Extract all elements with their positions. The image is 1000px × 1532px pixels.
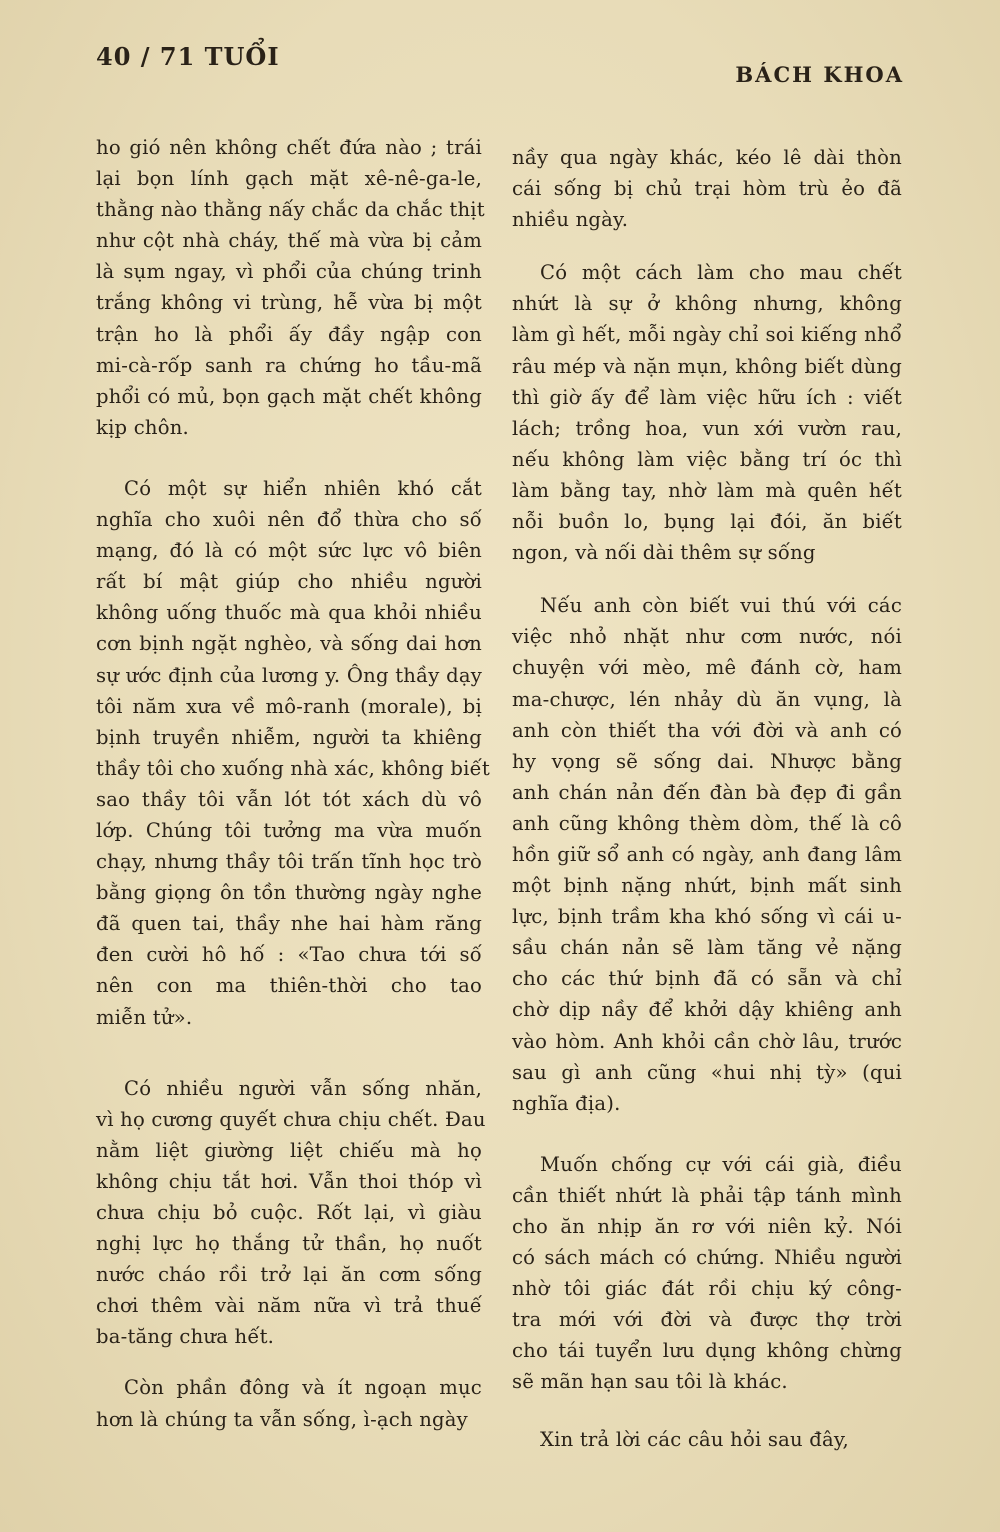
text-line: phổi có mủ, bọn gạch mặt chết không (96, 384, 482, 408)
paragraph (96, 1073, 486, 1353)
text-line: bịnh truyền nhiễm, người ta khiêng (96, 725, 482, 749)
text-line: hơn là chúng ta vẫn sống, ì-ạch ngày (96, 1407, 468, 1431)
text-line: sầu chán nản sẽ làm tăng vẻ nặng (512, 936, 902, 960)
text-line: chờ dịp nầy để khởi dậy khiêng anh (512, 998, 902, 1022)
text-line: một bịnh nặng nhứt, bịnh mất sinh (512, 874, 902, 898)
text-line: vào hòm. Anh khỏi cần chờ lâu, trước (512, 1029, 902, 1053)
text-line: cho các thứ bịnh đã có sẵn và chỉ (512, 967, 902, 991)
text-line: lách; trồng hoa, vun xới vườn rau, (512, 416, 902, 440)
text-line: nghĩa địa). (512, 1091, 621, 1115)
text-line: hồn giữ sổ anh có ngày, anh đang lâm (512, 842, 902, 866)
text-line: nầy qua ngày khác, kéo lê dài thòn (512, 146, 902, 169)
text-line: chuyện với mèo, mê đánh cờ, ham (512, 656, 902, 680)
text-line: nỗi buồn lo, bụng lại đói, ăn biết (512, 510, 902, 534)
text-line: đen cười hô hố : «Tao chưa tới số (96, 943, 482, 967)
paragraph (512, 1424, 902, 1455)
text-line: sau gì anh cũng «hui nhị tỳ» (qui (512, 1060, 902, 1084)
text-line: cho tái tuyển lưu dụng không chừng (512, 1339, 902, 1363)
text-line: chạy, nhưng thầy tôi trấn tĩnh học trò (96, 850, 482, 874)
text-line: lớp. Chúng tôi tưởng ma vừa muốn (96, 818, 482, 842)
paragraph (512, 142, 902, 235)
text-line: chưa chịu bỏ cuộc. Rốt lại, vì giàu (96, 1201, 482, 1224)
text-line: chơi thêm vài năm nữa vì trả thuế (96, 1294, 482, 1318)
text-line: có sách mách có chứng. Nhiều người (512, 1246, 902, 1270)
text-line: sự ước định của lương y. Ông thầy dạy (96, 663, 482, 687)
text-line: nghị lực họ thắng tử thần, họ nuốt (96, 1232, 482, 1256)
text-line: lại bọn lính gạch mặt xê-nê-ga-le, (96, 167, 482, 191)
text-line: tôi năm xưa về mô-ranh (morale), bị (96, 694, 482, 718)
text-line: cơn bịnh ngặt nghèo, và sống dai hơn (96, 632, 482, 656)
text-line: ho gió nên không chết đứa nào ; trái (96, 136, 482, 159)
text-line: cần thiết nhứt là phải tập tánh mình (512, 1183, 902, 1207)
text-line: thằng nào thằng nấy chắc da chắc thịt (96, 198, 485, 222)
text-line: sao thầy tôi vẫn lót tót xách dù vô (96, 787, 482, 811)
text-line: Nếu anh còn biết vui thú với các (540, 594, 902, 618)
page-number-section: 40 / 71 TUỔI (96, 42, 280, 71)
text-line: vì họ cương quyết chưa chịu chết. Đau (96, 1107, 486, 1131)
text-line: cái sống bị chủ trại hòm trù ẻo đã (512, 177, 902, 201)
text-line: ba-tăng chưa hết. (96, 1325, 275, 1349)
text-line: trận ho là phổi ấy đầy ngập con (96, 322, 482, 346)
text-line: nên con ma thiên-thời cho tao (96, 974, 482, 998)
text-line: làm bằng tay, nhờ làm mà quên hết (512, 478, 902, 502)
text-line: bằng giọng ôn tồn thường ngày nghe (96, 881, 482, 905)
text-line: không chịu tắt hơi. Vẫn thoi thóp vì (96, 1169, 482, 1193)
text-line: thầy tôi cho xuống nhà xác, không biết (96, 756, 490, 780)
paragraph (96, 1372, 482, 1434)
text-line: đã quen tai, thầy nhe hai hàm răng (96, 912, 482, 936)
text-line: Xin trả lời các câu hỏi sau đây, (540, 1427, 849, 1451)
text-line: Có một cách làm cho mau chết (540, 261, 902, 285)
text-line: kịp chôn. (96, 415, 189, 439)
paragraph (512, 590, 902, 1119)
text-line: không uống thuốc mà qua khỏi nhiều (96, 601, 482, 625)
text-line: sẽ mãn hạn sau tôi là khác. (512, 1370, 788, 1394)
text-line: Có nhiều người vẫn sống nhăn, (124, 1076, 482, 1100)
text-line: hy vọng sẽ sống dai. Nhược bằng (512, 749, 902, 773)
text-line: mạng, đó là có một sức lực vô biên (96, 539, 482, 563)
text-line: thì giờ ấy để làm việc hữu ích : viết (512, 385, 902, 409)
text-line: như cột nhà cháy, thế mà vừa bị cảm (96, 229, 482, 253)
text-line: nghĩa cho xuôi nên đổ thừa cho số (96, 508, 482, 532)
text-line: ngon, và nối dài thêm sự sống (512, 541, 816, 565)
text-line: ma-chược, lén nhảy dù ăn vụng, là (512, 687, 902, 711)
text-line: Còn phần đông và ít ngoạn mục (124, 1376, 482, 1400)
text-line: Muốn chống cự với cái già, điều (540, 1152, 902, 1176)
text-line: là sụm ngay, vì phổi của chúng trinh (96, 260, 482, 284)
text-line: rất bí mật giúp cho nhiều người (96, 570, 482, 594)
text-line: nếu không làm việc bằng trí óc thì (512, 447, 902, 471)
text-line: trắng không vi trùng, hễ vừa bị một (96, 291, 482, 315)
text-line: anh cũng không thèm dòm, thế là cô (512, 811, 902, 835)
text-line: Có một sự hiển nhiên khó cắt (124, 476, 482, 500)
text-line: cho ăn nhịp ăn rơ với niên kỷ. Nói (512, 1215, 902, 1238)
text-line: việc nhỏ nhặt như cơm nước, nói (512, 625, 902, 649)
right-column (512, 142, 902, 1455)
text-line: anh chán nản đến đàn bà đẹp đi gần (512, 780, 902, 804)
paragraph (512, 1149, 902, 1398)
text-line: râu mép và nặn mụn, không biết dùng (512, 354, 902, 378)
text-line: nhiều ngày. (512, 208, 629, 232)
paragraph (96, 132, 485, 443)
page-header (96, 42, 904, 92)
text-line: làm gì hết, mỗi ngày chỉ soi kiếng nhổ (512, 323, 902, 347)
paragraph (96, 473, 490, 1033)
magazine-title: BÁCH KHOA (735, 62, 904, 87)
text-line: tra mới với đời và được thợ trời (512, 1308, 902, 1332)
text-line: nhứt là sự ở không nhưng, không (512, 292, 902, 316)
paragraph (512, 257, 902, 568)
text-line: nước cháo rồi trở lại ăn cơm sống (96, 1263, 482, 1287)
text-line: anh còn thiết tha với đời và anh có (512, 718, 902, 742)
text-line: nhờ tôi giác đát rồi chịu ký công- (512, 1277, 902, 1301)
text-line: mi-cà-rốp sanh ra chứng ho tầu-mã (96, 353, 482, 377)
left-column (96, 132, 490, 1435)
text-line: lực, bịnh trầm kha khó sống vì cái u- (512, 905, 902, 929)
text-line: nằm liệt giường liệt chiếu mà họ (96, 1138, 482, 1162)
text-line: miễn tử». (96, 1005, 193, 1029)
